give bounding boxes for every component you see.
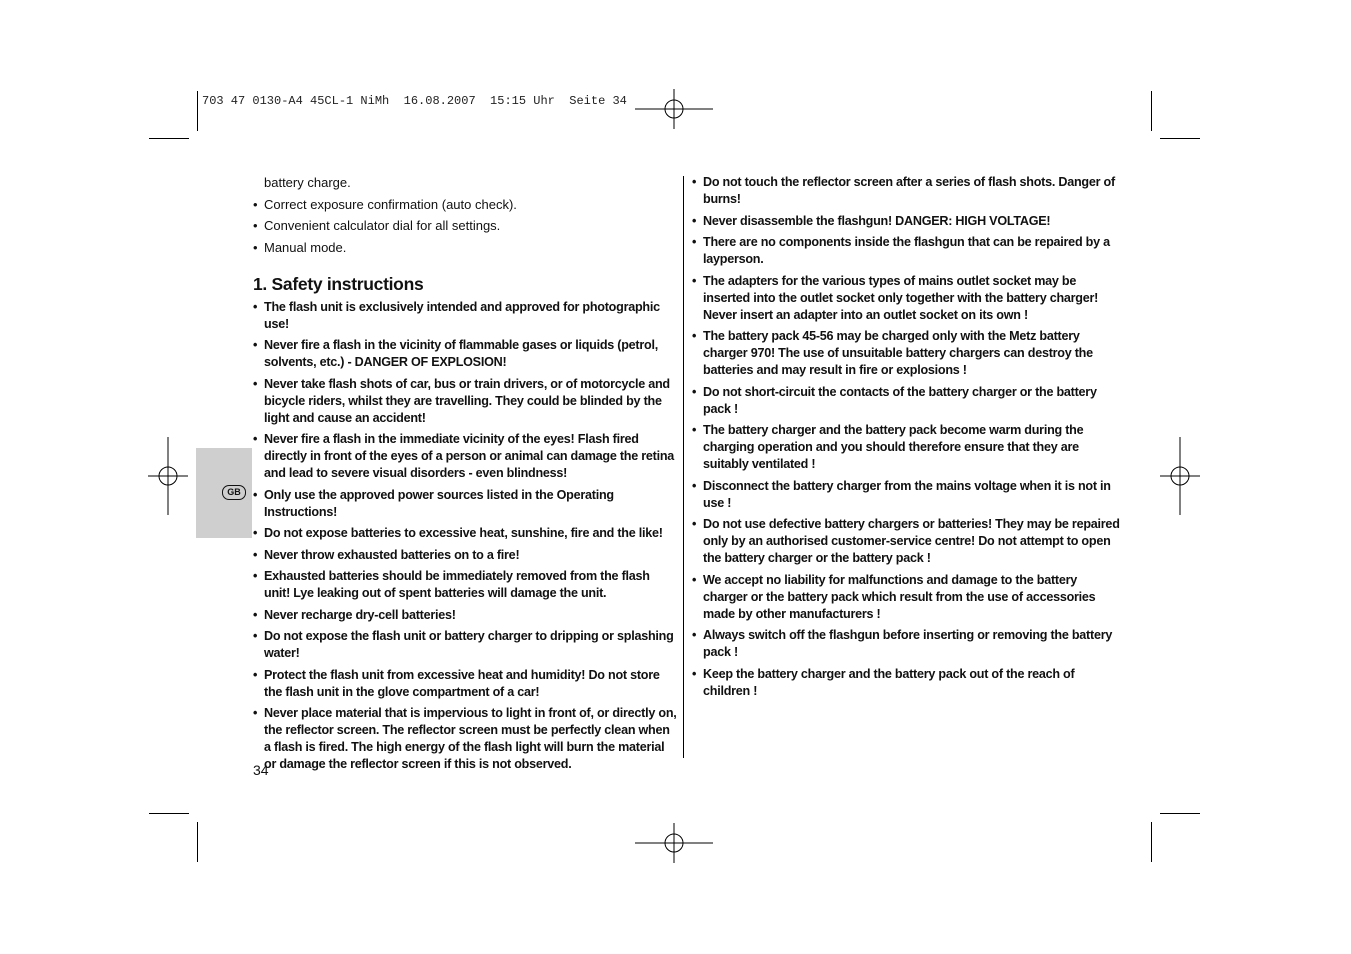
right-column — [692, 174, 1122, 704]
list-item: • Keep the battery charger and the battery pack out of the reach of children ! — [692, 666, 1075, 698]
list-item: • Do not expose the flash unit or battery charger to dripping or splashing water! — [253, 629, 674, 660]
list-item: • Only use the approved power sources listed in the Operating Instructions! — [253, 487, 614, 519]
safety-list-left — [253, 299, 677, 774]
list-item: • There are no components inside the flashgun that can be repaired by a layperson. — [692, 235, 1110, 266]
crop-mark — [1151, 91, 1152, 131]
list-item: • The flash unit is exclusively intended and approved for photographic use! — [253, 299, 660, 331]
list-item: • The adapters for the various types of mains outlet socket may be inserted into the outlet socket only together with the battery charger! Never insert an adapter into an outlet socket on its own ! — [692, 273, 1099, 322]
list-item: • Never place material that is impervious to light in front of, or directly on, the reflector screen. The reflector screen must be perfectly clean when a flash is fired. The high energy of the flash light will burn the material or damage the reflector screen if this is not observed. — [253, 706, 677, 771]
crop-mark — [197, 91, 198, 131]
list-item: • Never recharge dry-cell batteries! — [253, 607, 456, 622]
page-number: 34 — [253, 762, 269, 778]
crop-mark — [197, 822, 198, 862]
list-item: • Never disassemble the flashgun! DANGER: HIGH VOLTAGE! — [692, 213, 1051, 228]
list-item: • Do not short-circuit the contacts of the battery charger or the battery pack ! — [692, 384, 1097, 416]
registration-mark-icon — [633, 88, 715, 130]
list-item: • Manual mode. — [253, 239, 347, 255]
list-item: • Protect the flash unit from excessive heat and humidity! Do not store the flash unit in the glove compartment of a car! — [253, 667, 660, 699]
list-item: • Never fire a flash in the immediate vicinity of the eyes! Flash fired directly in front of the eyes of a person or animal can damage the retina and lead to severe visual disorders - even blindness! — [253, 432, 675, 480]
list-item: • Do not expose batteries to excessive heat, sunshine, fire and the like! — [253, 526, 663, 540]
crop-mark — [149, 138, 189, 139]
crop-mark — [1160, 813, 1200, 814]
intro-continuation: battery charge. — [264, 175, 351, 190]
registration-mark-icon — [147, 436, 189, 516]
list-item: • Always switch off the flashgun before inserting or removing the battery pack ! — [692, 628, 1113, 659]
crop-mark — [1151, 822, 1152, 862]
list-item: • Do not touch the reflector screen after a series of flash shots. Danger of burns! — [692, 175, 1115, 206]
list-item: • Disconnect the battery charger from the mains voltage when it is not in use ! — [692, 478, 1111, 510]
crop-mark — [149, 813, 189, 814]
list-item: • The battery charger and the battery pack become warm during the charging operation and you should therefore ensure that they are suitably ventilated ! — [692, 423, 1084, 471]
list-item: • Exhausted batteries should be immediately removed from the flash unit! Lye leaking out of spent batteries will damage the unit. — [253, 569, 650, 600]
crop-mark — [1160, 138, 1200, 139]
section-heading: 1. Safety instructions — [253, 273, 424, 294]
list-item: • Never throw exhausted batteries on to a fire! — [253, 547, 520, 562]
list-item: • Never fire a flash in the vicinity of flammable gases or liquids (petrol, solvents, etc.) - DANGER OF EXPLOSION! — [253, 338, 658, 369]
print-slug-header: 703 47 0130-A4 45CL-1 NiMh 16.08.2007 15:15 Uhr Seite 34 — [202, 94, 627, 108]
list-item: • Never take flash shots of car, bus or train drivers, or of motorcycle and bicycle riders, whilst they are travelling. They could be blinded by the light and cause an accident! — [253, 376, 670, 425]
list-item: • Do not use defective battery chargers or batteries! They may be repaired only by an authorised customer-service centre! Do not attempt to open the battery charger or the battery pack ! — [692, 517, 1120, 565]
registration-mark-icon — [633, 822, 715, 864]
registration-mark-icon — [1159, 436, 1201, 516]
list-item: • Convenient calculator dial for all settings. — [253, 218, 501, 233]
left-column — [253, 174, 677, 778]
list-item: • We accept no liability for malfunctions and damage to the battery charger or the battery pack which result from the use of accessories made by other manufacturers ! — [692, 572, 1096, 621]
list-item: • The battery pack 45-56 may be charged only with the Metz battery charger 970! The use of unsuitable battery chargers can destroy the batteries and may result in fire or explosions ! — [692, 329, 1093, 377]
column-divider — [683, 176, 684, 758]
list-item: • Correct exposure confirmation (auto check). — [253, 196, 517, 212]
language-badge: GB — [222, 485, 246, 500]
